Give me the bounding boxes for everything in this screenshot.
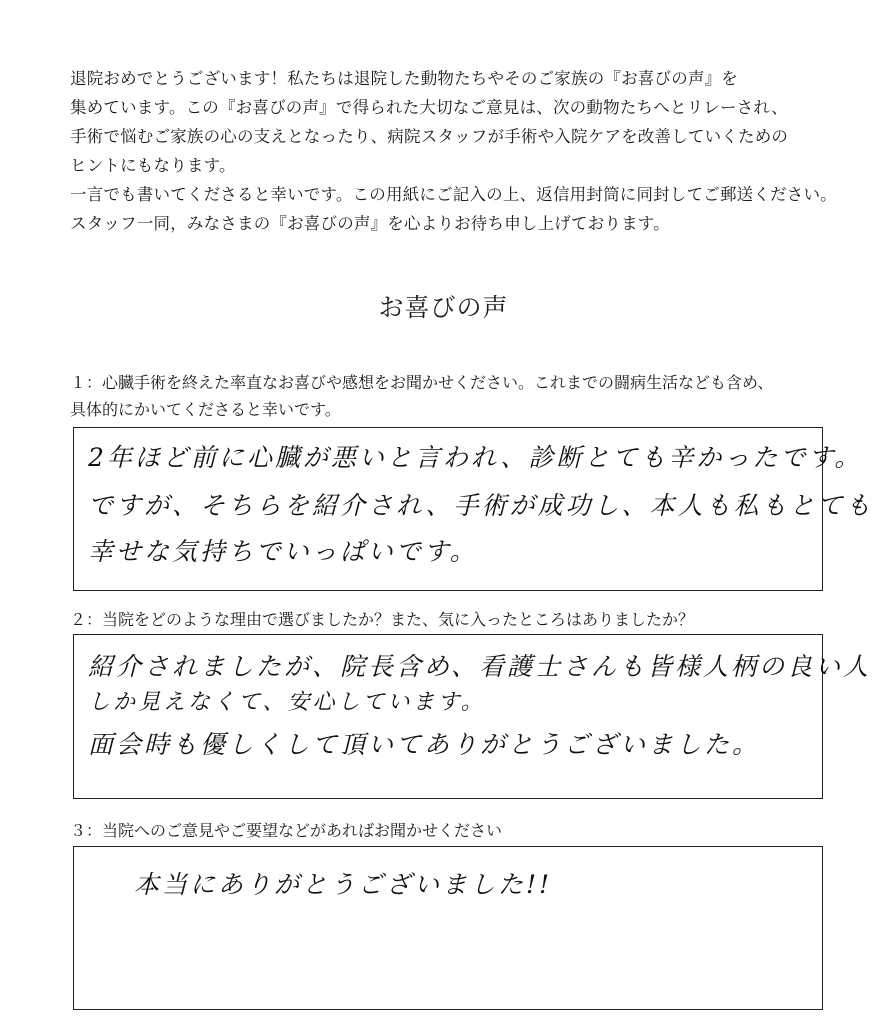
intro-line: 退院おめでとうございます！私たちは退院した動物たちやそのご家族の『お喜びの声』を xyxy=(70,69,738,88)
answer-2-line-3: 面会時も優しくして頂いてありがとうございました。 xyxy=(88,730,761,759)
answer-1-line-2: ですが、そちらを紹介され、手術が成功し、本人も私もとても xyxy=(88,491,874,520)
question-1-line-2: 具体的にかいてくださると幸いです。 xyxy=(70,400,341,419)
question-1 xyxy=(70,369,773,423)
answer-box-1[interactable] xyxy=(73,427,874,591)
intro-text xyxy=(70,64,860,238)
question-1-line-1: １：心臓手術を終えた率直なお喜びや感想をお聞かせください。これまでの闘病生活なども含め、 xyxy=(70,373,774,392)
intro-line: スタッフ一同，みなさまの『お喜びの声』を心よりお待ち申し上げております。 xyxy=(70,214,670,233)
intro-line: ヒントにもなります。 xyxy=(70,156,236,175)
answer-2-line-1: 紹介されましたが、院長含め、看護士さんも皆様人柄の良い人 xyxy=(88,652,872,681)
page-title: お喜びの声 xyxy=(378,293,509,322)
answer-3-line-1: 本当にありがとうございました!! xyxy=(134,870,553,899)
intro-line: 一言でも書いてくださると幸いです。この用紙にご記入の上、返信用封筒に同封してご郵送ください。 xyxy=(70,185,837,204)
question-2 xyxy=(70,606,694,633)
question-2-line-1: ２：当院をどのような理由で選びましたか？また、気に入ったところはありましたか？ xyxy=(70,610,695,629)
question-3 xyxy=(70,817,502,844)
answer-box-2[interactable] xyxy=(73,634,872,799)
intro-line: 集めています。この『お喜びの声』で得られた大切なご意見は、次の動物たちへとリレーされ、 xyxy=(70,98,788,117)
question-3-line-1: ３：当院へのご意見やご要望などがあればお聞かせください xyxy=(70,821,503,840)
answer-1-line-3: 幸せな気持ちでいっぱいです。 xyxy=(88,537,478,566)
intro-line: 手術で悩むご家族の心の支えとなったり、病院スタッフが手術や入院ケアを改善していくための xyxy=(70,127,789,146)
answer-2-line-2: しか見えなくて、安心しています。 xyxy=(88,690,486,715)
answer-1-line-1: 2年ほど前に心臓が悪いと言われ、診断とても辛かったです。 xyxy=(88,443,863,472)
answer-box-3[interactable] xyxy=(73,846,823,1010)
